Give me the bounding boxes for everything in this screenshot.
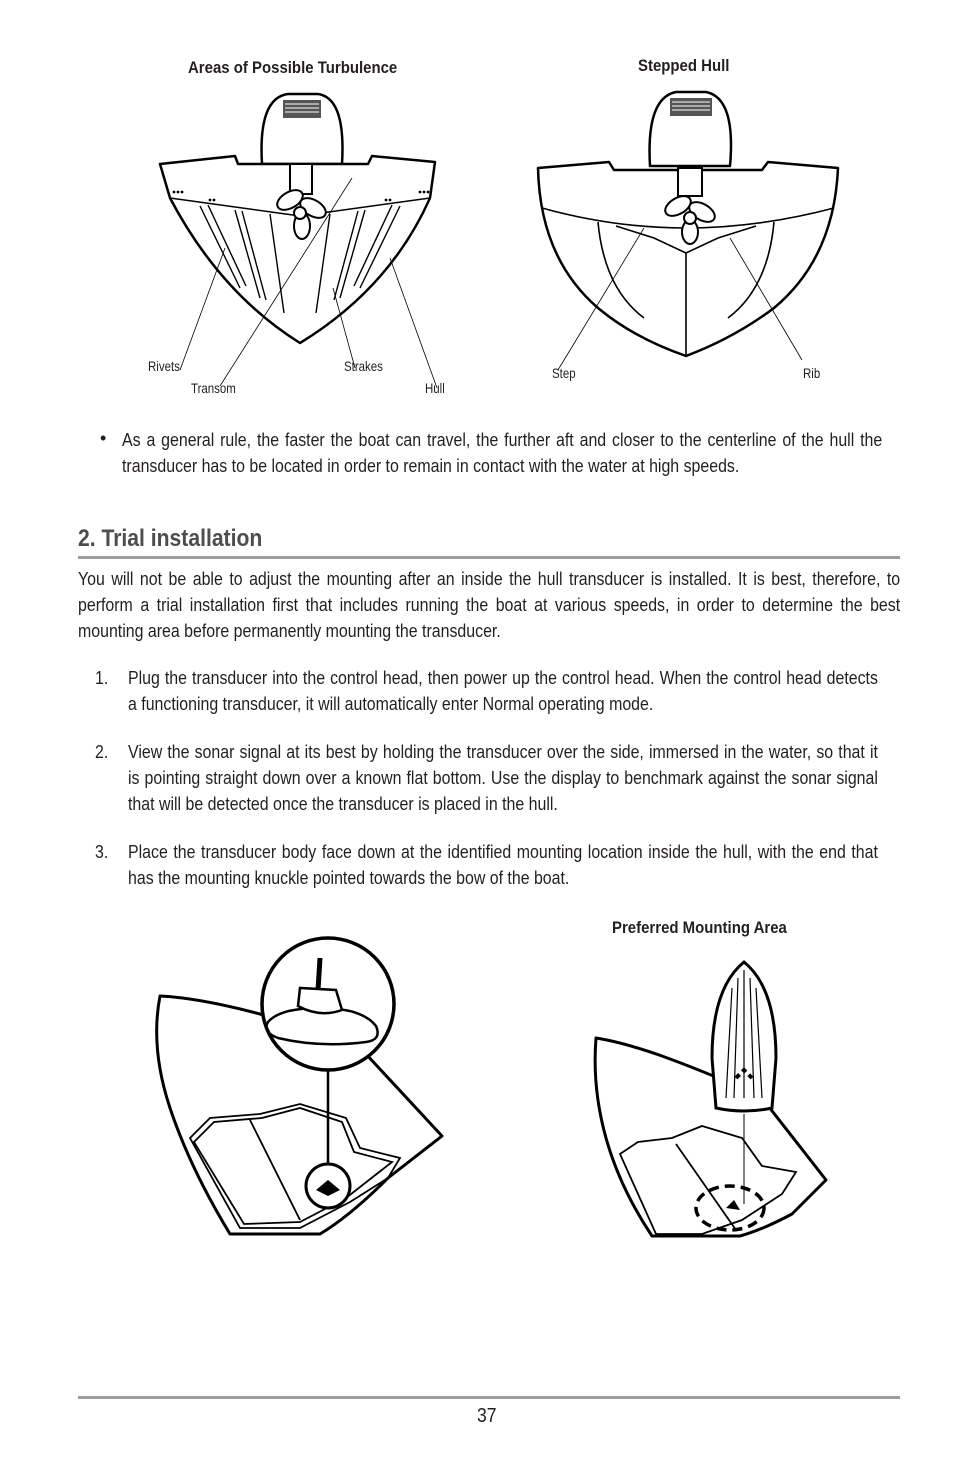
turbulence-hull-illustration (150, 88, 450, 348)
section-heading: 2. Trial installation (78, 525, 263, 552)
strakes-label: Strakes (344, 358, 383, 374)
preferred-mounting-figure-title: Preferred Mounting Area (612, 918, 787, 937)
footer-rule (78, 1396, 900, 1399)
step-3-text: Place the transducer body face down at the identified mounting location inside the hull, with the end that has the mounting knuckle pointed towards the bow of the boat. (128, 841, 878, 888)
step-3-number: 3. (95, 841, 109, 862)
section-intro: You will not be able to adjust the mounting after an inside the hull transducer is installed. It is best, therefore, to perform a trial installation first that includes running the boat at various speeds, in order to determine the best mounting area before permanently mounting the transducer. (78, 568, 901, 641)
rivets-label: Rivets (148, 358, 180, 374)
rib-label: Rib (803, 365, 821, 381)
step-1-text: Plug the transducer into the control head, then power up the control head. When the control head detects a functioning transducer, it will automatically enter Normal operating mode. (128, 667, 878, 714)
bullet-marker: • (100, 428, 107, 448)
bullet-text: As a general rule, the faster the boat can travel, the further aft and closer to the centerline of the hull the transducer has to be located in order to remain in contact with the water at high speeds. (122, 429, 883, 476)
step-1-number: 1. (95, 667, 109, 688)
hull-label: Hull (425, 380, 445, 396)
step-2-text: View the sonar signal at its best by holding the transducer over the side, immersed in the water, so that it is pointing straight down over a known flat bottom. Use the display to benchmark against the sonar signal that will be detected once the transducer is placed in the hull. (128, 741, 878, 814)
step-label: Step (552, 365, 576, 381)
stepped-hull-figure-title: Stepped Hull (638, 56, 730, 75)
transducer-placement-illustration (150, 938, 470, 1238)
step-2-number: 2. (95, 741, 109, 762)
stepped-hull-illustration (534, 88, 842, 358)
preferred-mounting-illustration (592, 958, 832, 1240)
turbulence-figure-title: Areas of Possible Turbulence (188, 58, 398, 77)
heading-rule (78, 556, 900, 559)
page-number: 37 (477, 1405, 497, 1427)
transom-label: Transom (191, 380, 236, 396)
